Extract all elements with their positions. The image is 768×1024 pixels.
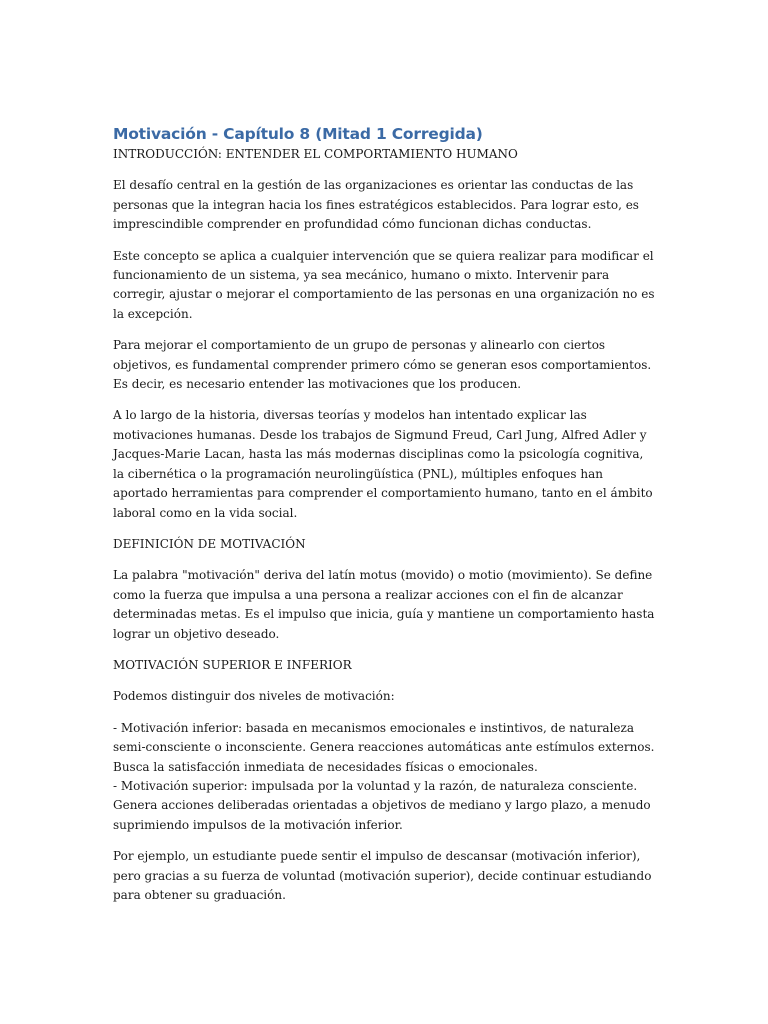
paragraph-intro-4: A lo largo de la historia, diversas teorías y modelos han intentado explicar las motivaciones humanas. Desde los trabajos de Sigmund Freud, Carl Jung, Alfred Adler y Jacques-Marie Lacan, hasta las más modernas disciplinas como la psicología cognitiva, la cibernética o la programación neurolingüística (PNL), múltiples enfoques han aportado herramientas para comprender el comportamiento humano, tanto en el ámbito laboral como en la vida social.: [113, 408, 653, 520]
paragraph-niveles-1: Podemos distinguir dos niveles de motivación:: [113, 689, 395, 704]
paragraph-niveles-2: Por ejemplo, un estudiante puede sentir el impulso de descansar (motivación inferior), pero gracias a su fuerza de voluntad (motivación superior), decide continuar estudiando para obtener su graduación.: [113, 849, 652, 902]
paragraph-intro-3: Para mejorar el comportamiento de un grupo de personas y alinearlo con ciertos objetivos, es fundamental comprender primero cómo se generan esos comportamientos. Es decir, es necesario entender las motivaciones que los producen.: [113, 338, 652, 392]
document-title: Motivación - Capítulo 8 (Mitad 1 Corregida): [113, 125, 483, 143]
list-item-motivacion-superior: - Motivación superior: impulsada por la voluntad y la razón, de naturaleza consciente. Genera acciones deliberadas orientadas a objetivos de mediano y largo plazo, a menudo suprimiendo impulsos de la motivación inferior.: [113, 778, 651, 832]
section-heading-niveles: MOTIVACIÓN SUPERIOR E INFERIOR: [113, 657, 352, 672]
document-page: [113, 123, 658, 917]
list-item-motivacion-inferior: - Motivación inferior: basada en mecanismos emocionales e instintivos, de naturaleza semi-consciente o inconsciente. Genera reacciones automáticas ante estímulos externos. Busca la satisfacción inmediata de necesidades físicas o emocionales.: [113, 720, 655, 774]
section-heading-definicion: DEFINICIÓN DE MOTIVACIÓN: [113, 536, 306, 551]
motivation-levels-list: [113, 719, 658, 835]
section-heading-introduccion: INTRODUCCIÓN: ENTENDER EL COMPORTAMIENTO HUMANO: [113, 147, 518, 161]
paragraph-definicion-1: La palabra "motivación" deriva del latín motus (movido) o motio (movimiento). Se define como la fuerza que impulsa a una persona a realizar acciones con el fin de alcanzar determinadas metas. Es el impulso que inicia, guía y mantiene un comportamiento hasta lograr un objetivo deseado.: [113, 568, 655, 641]
paragraph-intro-1: El desafío central en la gestión de las organizaciones es orientar las conductas de las personas que la integran hacia los fines estratégicos establecidos. Para lograr esto, es imprescindible comprender en profundidad cómo funcionan dichas conductas.: [113, 178, 639, 232]
paragraph-intro-2: Este concepto se aplica a cualquier intervención que se quiera realizar para modificar el funcionamiento de un sistema, ya sea mecánico, humano o mixto. Intervenir para corregir, ajustar o mejorar el comportamiento de las personas en una organización no es la excepción.: [113, 248, 655, 321]
